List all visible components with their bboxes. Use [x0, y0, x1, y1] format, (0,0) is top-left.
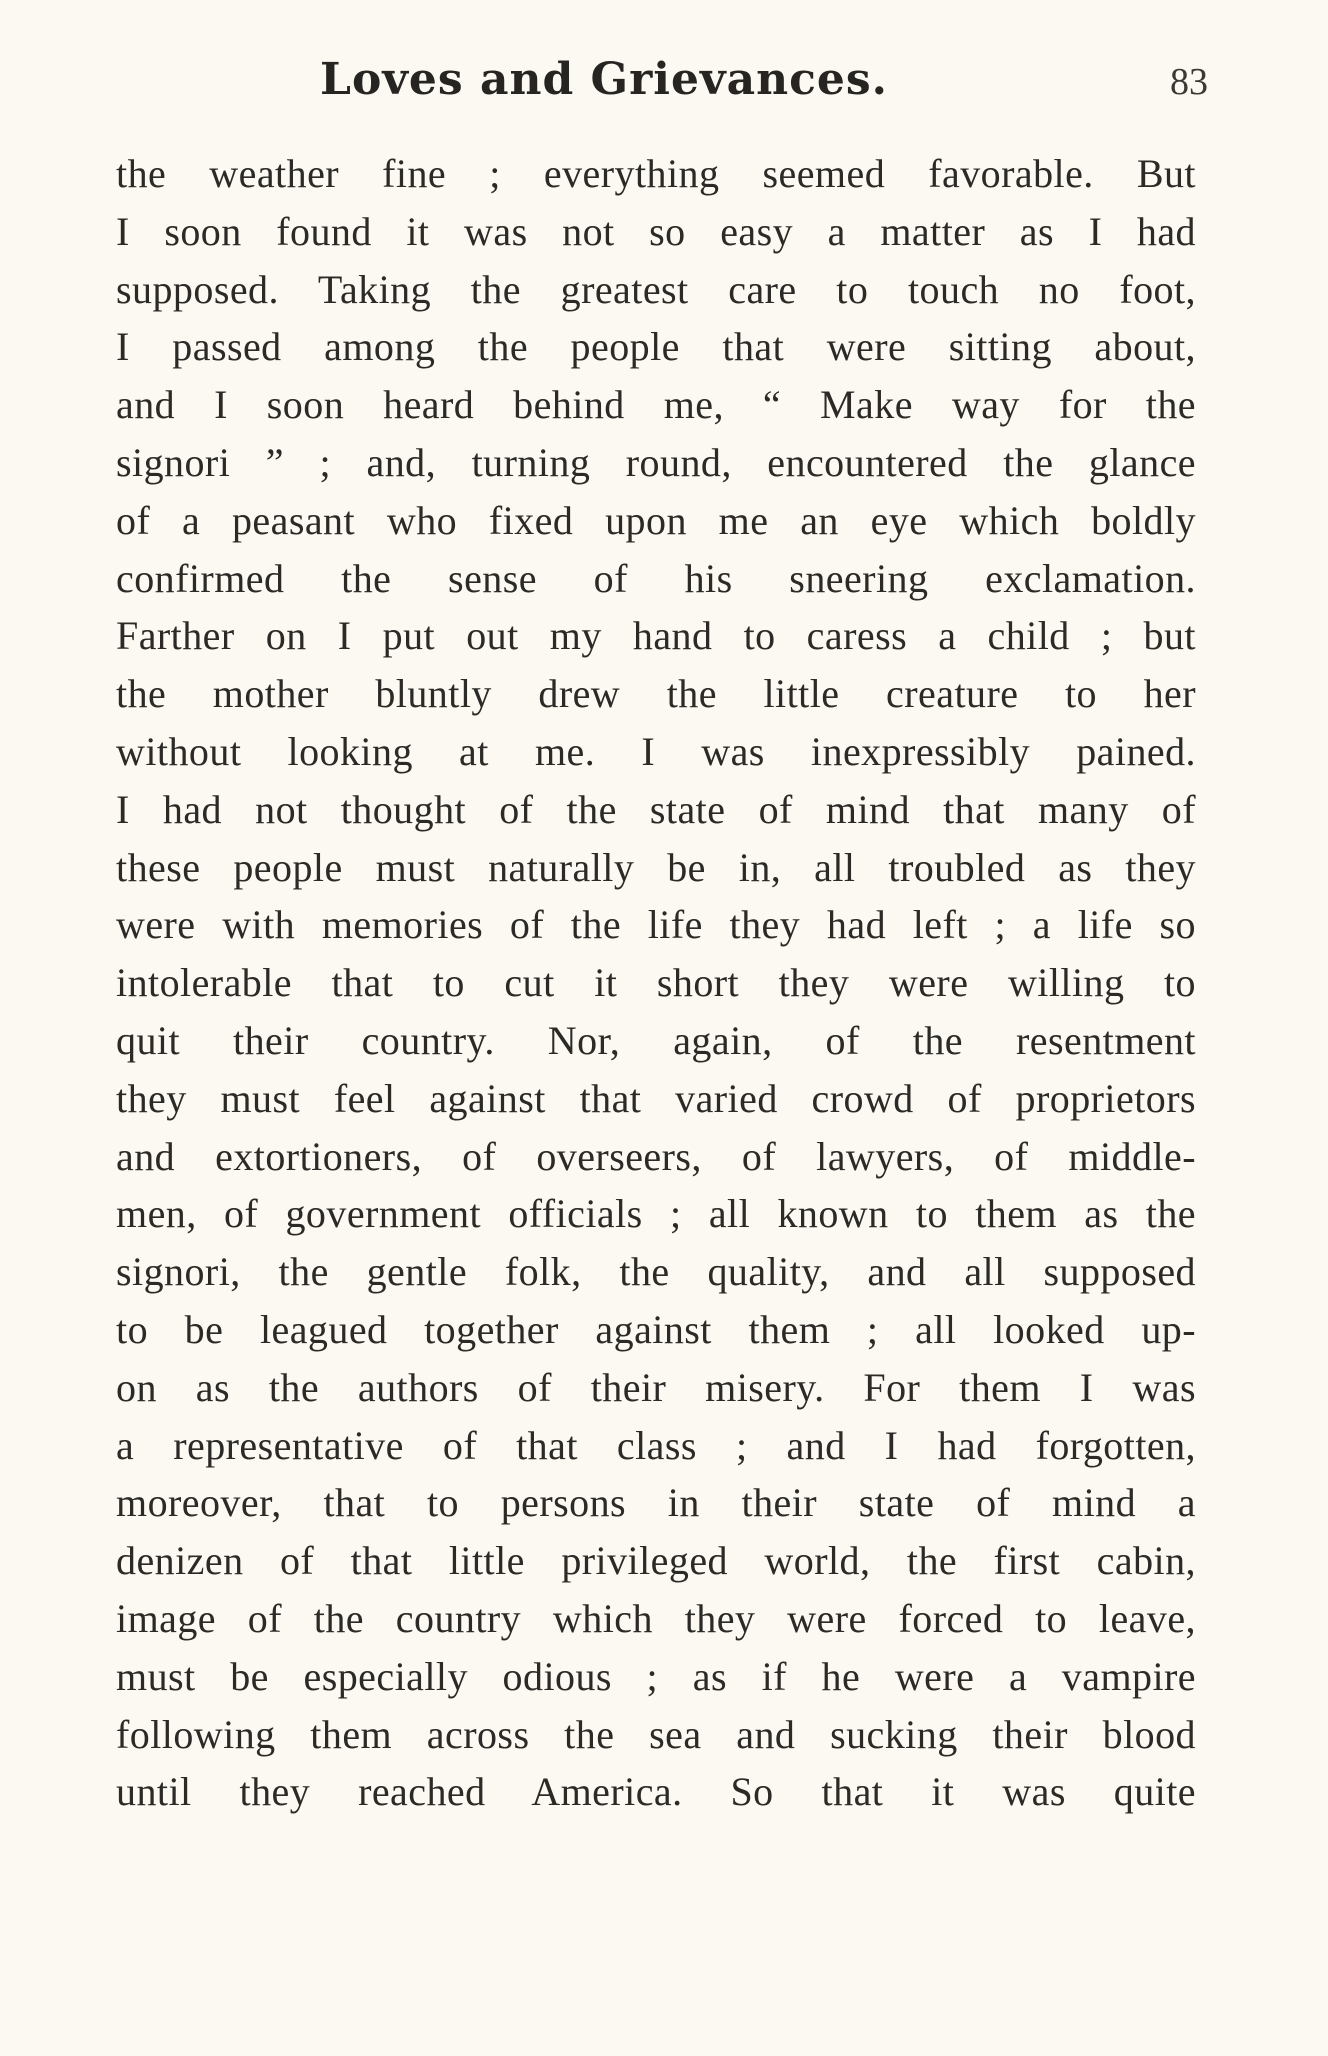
- text-line: image of the country which they were forced to leave,: [116, 1595, 1196, 1641]
- text-line: I had not thought of the state of mind that many of: [116, 786, 1196, 832]
- body-text: [116, 145, 1196, 1821]
- text-line: and I soon heard behind me, “ Make way for the: [116, 382, 1196, 428]
- text-line: and extortioners, of overseers, of lawyers, of middle-: [116, 1133, 1196, 1179]
- text-line: men, of government officials ; all known to them as the: [116, 1191, 1196, 1237]
- text-line: the mother bluntly drew the little creature to her: [116, 671, 1196, 717]
- text-line: the weather fine ; everything seemed favorable. But: [116, 151, 1196, 196]
- text-line: to be leagued together against them ; all looked up-: [116, 1306, 1196, 1352]
- text-line: following them across the sea and sucking their blood: [116, 1711, 1196, 1757]
- text-line: they must feel against that varied crowd of proprietors: [116, 1075, 1196, 1121]
- text-line: denizen of that little privileged world, the first cabin,: [116, 1538, 1196, 1584]
- text-line: Farther on I put out my hand to caress a child ; but: [116, 613, 1196, 659]
- text-line: quit their country. Nor, again, of the resentment: [116, 1017, 1196, 1063]
- text-line: moreover, that to persons in their state of mind a: [116, 1480, 1196, 1526]
- text-line: intolerable that to cut it short they were willing to: [116, 960, 1196, 1006]
- page-number: 83: [1170, 61, 1208, 103]
- text-line: I passed among the people that were sitting about,: [116, 324, 1196, 370]
- text-line: of a peasant who fixed upon me an eye which boldly: [116, 497, 1196, 543]
- text-line: confirmed the sense of his sneering exclamation.: [116, 555, 1196, 601]
- text-line: on as the authors of their misery. For them I was: [116, 1364, 1196, 1410]
- text-line: were with memories of the life they had left ; a life so: [116, 902, 1196, 948]
- text-line: signori ” ; and, turning round, encountered the glance: [116, 439, 1196, 485]
- text-line: must be especially odious ; as if he were a vampire: [116, 1653, 1196, 1699]
- running-title: Loves and Grievances.: [320, 54, 888, 105]
- text-line: supposed. Taking the greatest care to touch no foot,: [116, 266, 1196, 312]
- text-line: these people must naturally be in, all troubled as they: [116, 844, 1196, 890]
- text-line: I soon found it was not so easy a matter as I had: [116, 208, 1196, 254]
- text-line: signori, the gentle folk, the quality, and all supposed: [116, 1249, 1196, 1295]
- text-line: a representative of that class ; and I had forgotten,: [116, 1422, 1196, 1468]
- text-line: without looking at me. I was inexpressibly pained.: [116, 728, 1196, 774]
- text-line: until they reached America. So that it was quite: [116, 1769, 1196, 1815]
- page-header: [0, 54, 1328, 134]
